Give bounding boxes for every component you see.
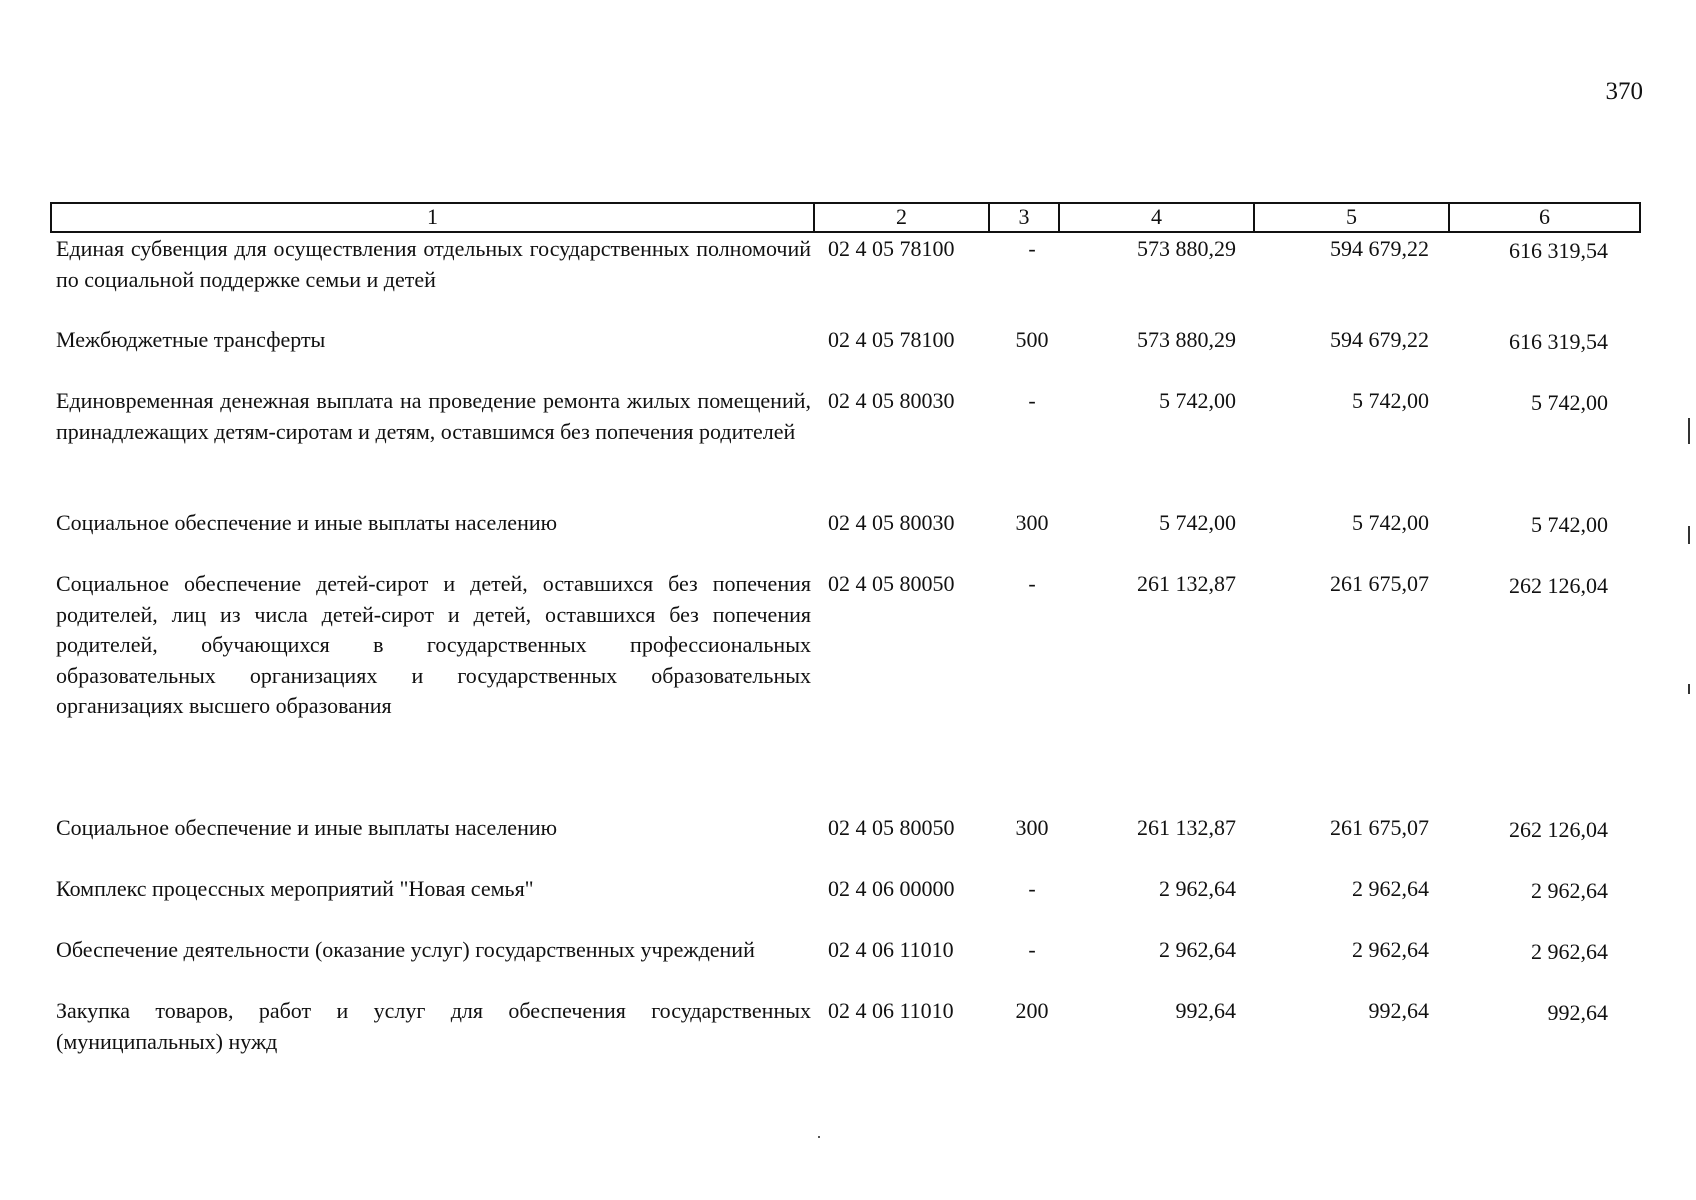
row-description: Обеспечение деятельности (оказание услуг) государственных учреждений	[56, 937, 755, 962]
row-value-col6: 616 319,54	[1509, 238, 1608, 263]
row-description: Комплекс процессных мероприятий "Новая семья"	[56, 876, 534, 901]
row-expense-type: 300	[1015, 510, 1049, 535]
column-header-2: 2	[813, 204, 988, 231]
row-value-col5: 2 962,64	[1352, 876, 1429, 901]
table-row	[50, 386, 1641, 508]
row-value-col4: 261 132,87	[1137, 815, 1236, 840]
row-code: 02 4 05 78100	[828, 327, 955, 352]
column-header-6: 6	[1448, 204, 1639, 231]
row-value-col6: 5 742,00	[1531, 512, 1608, 537]
row-value-col5: 594 679,22	[1330, 327, 1429, 352]
table-row	[50, 569, 1641, 813]
row-value-col5: 2 962,64	[1352, 937, 1429, 962]
row-description: Единовременная денежная выплата на проведение ремонта жилых помещений, принадлежащих детям-сиротам и детям, оставшимся без попечения родителей	[56, 388, 811, 444]
row-description: Межбюджетные трансферты	[56, 327, 326, 352]
row-value-col4: 2 962,64	[1159, 937, 1236, 962]
row-description: Социальное обеспечение детей-сирот и детей, оставшихся без попечения родителей, лиц из числа детей-сирот и детей, оставшихся без попечения родителей, обучающихся в государственных профессиональных образовательных организациях и государственных образовательных организациях высшего образования	[56, 571, 811, 718]
row-value-col5: 5 742,00	[1352, 510, 1429, 535]
row-code: 02 4 05 80050	[828, 815, 955, 840]
row-code: 02 4 05 80030	[828, 510, 955, 535]
table-body	[50, 234, 1641, 1057]
row-expense-type: 500	[1015, 327, 1049, 352]
row-description: Социальное обеспечение и иные выплаты населению	[56, 510, 558, 535]
table-row	[50, 996, 1641, 1057]
row-value-col6: 5 742,00	[1531, 390, 1608, 415]
row-value-col4: 573 880,29	[1137, 327, 1236, 352]
row-expense-type: -	[1028, 571, 1036, 596]
row-value-col6: 262 126,04	[1509, 573, 1608, 598]
column-header-5: 5	[1253, 204, 1448, 231]
row-value-col6: 2 962,64	[1531, 939, 1608, 964]
row-value-col5: 261 675,07	[1330, 815, 1429, 840]
row-value-col6: 616 319,54	[1509, 329, 1608, 354]
table-row	[50, 874, 1641, 935]
row-value-col5: 594 679,22	[1330, 236, 1429, 261]
row-code: 02 4 06 11010	[828, 998, 954, 1023]
row-expense-type: -	[1028, 876, 1036, 901]
row-description: Социальное обеспечение и иные выплаты населению	[56, 815, 558, 840]
row-value-col5: 261 675,07	[1330, 571, 1429, 596]
table-row	[50, 935, 1641, 996]
row-description: Единая субвенция для осуществления отдельных государственных полномочий по социальной поддержке семьи и детей	[56, 236, 811, 292]
table-row	[50, 234, 1641, 325]
scan-edge-mark	[1688, 684, 1690, 694]
table-row	[50, 813, 1641, 874]
row-value-col5: 992,64	[1368, 998, 1429, 1023]
column-header-3: 3	[988, 204, 1058, 231]
row-value-col4: 992,64	[1175, 998, 1236, 1023]
page-number: 370	[1605, 78, 1643, 105]
row-value-col4: 5 742,00	[1159, 510, 1236, 535]
row-code: 02 4 05 80030	[828, 388, 955, 413]
row-code: 02 4 05 78100	[828, 236, 955, 261]
table-row	[50, 508, 1641, 569]
row-expense-type: -	[1028, 937, 1036, 962]
row-code: 02 4 06 11010	[828, 937, 954, 962]
row-value-col6: 262 126,04	[1509, 817, 1608, 842]
row-value-col6: 2 962,64	[1531, 878, 1608, 903]
row-code: 02 4 06 00000	[828, 876, 955, 901]
row-value-col5: 5 742,00	[1352, 388, 1429, 413]
table-header-row	[50, 202, 1641, 233]
column-header-4: 4	[1058, 204, 1253, 231]
scan-speck	[818, 1136, 820, 1138]
row-code: 02 4 05 80050	[828, 571, 955, 596]
row-expense-type: -	[1028, 236, 1036, 261]
row-value-col6: 992,64	[1547, 1000, 1608, 1025]
row-expense-type: 300	[1015, 815, 1049, 840]
row-value-col4: 261 132,87	[1137, 571, 1236, 596]
scan-edge-mark	[1688, 526, 1690, 544]
row-value-col4: 2 962,64	[1159, 876, 1236, 901]
row-expense-type: 200	[1015, 998, 1049, 1023]
row-value-col4: 573 880,29	[1137, 236, 1236, 261]
row-value-col4: 5 742,00	[1159, 388, 1236, 413]
scan-edge-mark	[1688, 418, 1690, 444]
row-description: Закупка товаров, работ и услуг для обеспечения государственных (муниципальных) нужд	[56, 998, 811, 1054]
column-header-1: 1	[427, 204, 438, 229]
table-row	[50, 325, 1641, 386]
row-expense-type: -	[1028, 388, 1036, 413]
